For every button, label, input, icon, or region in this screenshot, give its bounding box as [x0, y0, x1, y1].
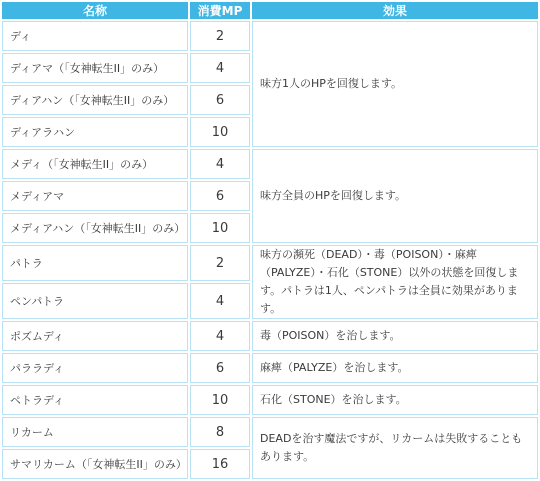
table-row: [2, 417, 538, 447]
spell-mp: 6: [190, 85, 250, 115]
spell-mp: 2: [190, 245, 250, 281]
spell-mp: 4: [190, 321, 250, 351]
spell-name: メディアハン（「女神転生II」のみ）: [2, 213, 188, 243]
spell-name: リカーム: [2, 417, 188, 447]
header-effect: 効果: [252, 2, 538, 19]
table-row: [2, 21, 538, 51]
spell-mp: 4: [190, 53, 250, 83]
spell-effect: DEADを治す魔法ですが、リカームは失敗することもあります。: [252, 417, 538, 479]
spell-mp: 10: [190, 213, 250, 243]
spell-mp: 10: [190, 385, 250, 415]
spell-mp: 6: [190, 181, 250, 211]
spell-name: パララディ: [2, 353, 188, 383]
table-row: [2, 321, 538, 351]
spell-effect: 味方1人のHPを回復します。: [252, 21, 538, 147]
spell-name: ペトラディ: [2, 385, 188, 415]
spell-name: ディアマ（「女神転生II」のみ）: [2, 53, 188, 83]
spell-name: ポズムディ: [2, 321, 188, 351]
spell-name: ディアラハン: [2, 117, 188, 147]
table-row: [2, 353, 538, 383]
spell-mp: 10: [190, 117, 250, 147]
spell-mp: 4: [190, 283, 250, 319]
spell-mp: 2: [190, 21, 250, 51]
header-name: 名称: [2, 2, 188, 19]
spell-effect: 味方の瀕死（DEAD）・毒（POISON）・麻痺（PALYZE）・石化（STONE）以外の状態を回復します。パトラは1人、ペンパトラは全員に効果があります。: [252, 245, 538, 319]
spell-name: メディ（「女神転生II」のみ）: [2, 149, 188, 179]
spell-mp: 8: [190, 417, 250, 447]
header-mp: 消費MP: [190, 2, 250, 19]
spell-name: ディアハン（「女神転生II」のみ）: [2, 85, 188, 115]
spell-effect: 毒（POISON）を治します。: [252, 321, 538, 351]
spell-name: サマリカーム（「女神転生II」のみ）: [2, 449, 188, 479]
table-row: [2, 385, 538, 415]
spell-effect: 麻痺（PALYZE）を治します。: [252, 353, 538, 383]
spell-mp: 6: [190, 353, 250, 383]
table-row: [2, 149, 538, 179]
spell-effect: 石化（STONE）を治します。: [252, 385, 538, 415]
spell-name: ペンパトラ: [2, 283, 188, 319]
spell-mp: 16: [190, 449, 250, 479]
spell-name: パトラ: [2, 245, 188, 281]
spell-effect: 味方全員のHPを回復します。: [252, 149, 538, 243]
table-row: [2, 245, 538, 281]
spell-name: メディアマ: [2, 181, 188, 211]
spell-mp: 4: [190, 149, 250, 179]
spell-name: ディ: [2, 21, 188, 51]
header-row: [2, 2, 538, 19]
